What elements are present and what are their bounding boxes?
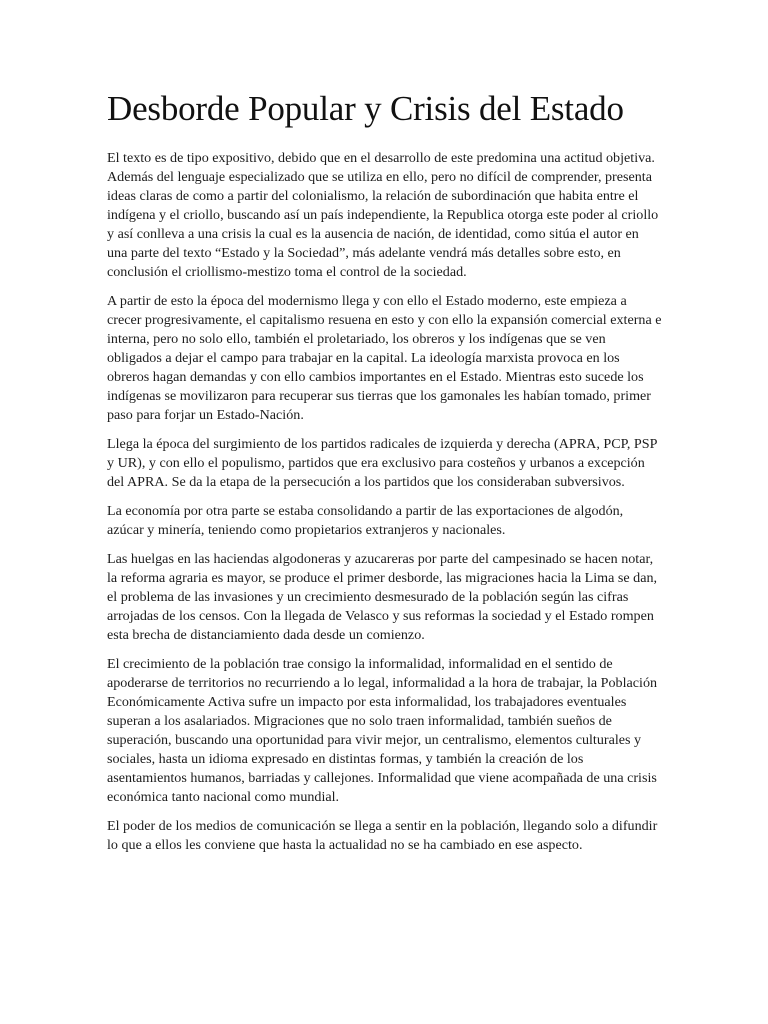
document-page [107,88,662,865]
paragraph: El poder de los medios de comunicación se llega a sentir en la población, llegando solo a difundir lo que a ellos les conviene que hasta la actualidad no se ha cambiado en ese aspecto. [107,818,658,853]
document-title: Desborde Popular y Crisis del Estado [107,89,624,128]
paragraph: Llega la época del surgimiento de los partidos radicales de izquierda y derecha (APRA, PCP, PSP y UR), y con ello el populismo, partidos que era exclusivo para costeños y urbanos a excepción del APRA. Se da la etapa de la persecución a los partidos que los consideraban subversivos. [107,436,657,490]
paragraph: El crecimiento de la población trae consigo la informalidad, informalidad en el sentido de apoderarse de territorios no recurriendo a lo legal, informalidad a la hora de trabajar, la Población Económicamente Activa sufre un impacto por esta informalidad, los trabajadores eventuales superan a los asalariados. Migraciones que no solo traen informalidad, también sueños de superación, buscando una oportunidad para vivir mejor, un centralismo, elementos culturales y sociales, hasta un idioma expresado en distintas formas, y también la creación de los asentamientos humanos, barriadas y callejones. Informalidad que viene acompañada de una crisis económica tanto nacional como mundial. [107,656,658,805]
paragraph: Las huelgas en las haciendas algodoneras y azucareras por parte del campesinado se hacen notar, la reforma agraria es mayor, se produce el primer desborde, las migraciones hacia la Lima se dan, el problema de las invasiones y un crecimiento desmesurado de la población según las cifras arrojadas de los censos. Con la llegada de Velasco y sus reformas la sociedad y el Estado rompen esta brecha de distanciamiento dada desde un comienzo. [107,551,658,643]
paragraph: A partir de esto la época del modernismo llega y con ello el Estado moderno, este empieza a crecer progresivamente, el capitalismo resuena en esto y con ello la expansión comercial externa e interna, pero no solo ello, también el proletariado, los obreros y los indígenas que se ven obligados a dejar el campo para trabajar en la capital. La ideología marxista provoca en los obreros hagan demandas y con ello cambios importantes en el Estado. Mientras esto sucede los indígenas se movilizaron para recuperar sus tierras que los gamonales les habían tomado, primer paso para forjar un Estado-Nación. [107,293,662,423]
paragraph: El texto es de tipo expositivo, debido que en el desarrollo de este predomina una actitud objetiva. Además del lenguaje especializado que se utiliza en ello, pero no difícil de comprender, presenta ideas claras de como a partir del colonialismo, la relación de subordinación que habita entre el indígena y el criollo, buscando así un país independiente, la Republica otorga este poder al criollo y así conlleva a una crisis la cual es la ausencia de nación, de identidad, como sitúa el autor en una parte del texto “Estado y la Sociedad”, más adelante vendrá más detalles sobre esto, en conclusión el criollismo-mestizo toma el control de la sociedad. [107,150,659,280]
paragraph: La economía por otra parte se estaba consolidando a partir de las exportaciones de algodón, azúcar y minería, teniendo como propietarios extranjeros y nacionales. [107,503,624,538]
